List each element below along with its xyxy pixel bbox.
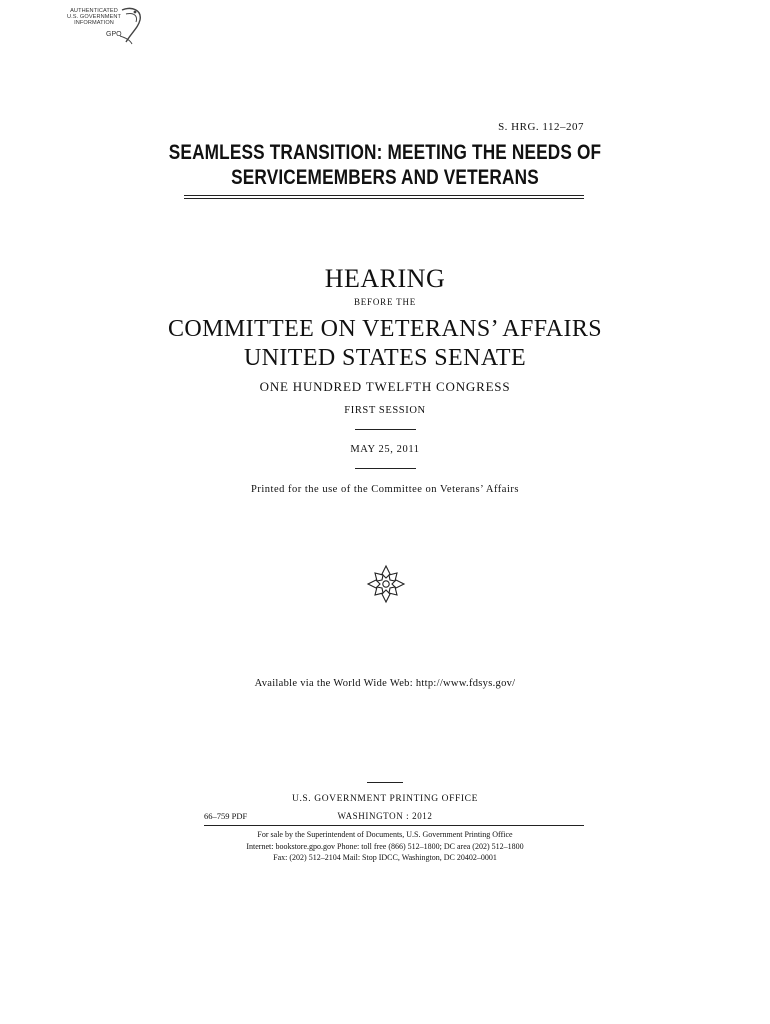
- printed-for-note: Printed for the use of the Committee on Veterans’ Affairs: [251, 484, 519, 495]
- date-divider: [355, 468, 416, 469]
- gpo-authenticated-seal: [62, 4, 146, 48]
- before-the-label: BEFORE THE: [353, 297, 417, 307]
- stock-number: 66–759 PDF: [204, 811, 248, 821]
- sale-info-line-3: Fax: (202) 512–2104 Mail: Stop IDCC, Washington, DC 20402–0001: [273, 853, 497, 862]
- seal-line-government: U.S. GOVERNMENT: [66, 14, 122, 20]
- report-number: S. HRG. 112–207: [498, 121, 584, 133]
- senate-name: UNITED STATES SENATE: [243, 345, 527, 371]
- seal-gpo-mark: GPO: [106, 31, 122, 38]
- sale-info-line-1: For sale by the Superintendent of Documents, U.S. Government Printing Office: [257, 830, 513, 839]
- congress-label: ONE HUNDRED TWELFTH CONGRESS: [259, 379, 511, 394]
- seal-line-information: INFORMATION: [74, 20, 114, 26]
- footer-short-rule: [367, 782, 403, 783]
- session-label: FIRST SESSION: [344, 405, 426, 416]
- footer-rule: [204, 825, 584, 826]
- session-divider: [355, 429, 416, 430]
- title-rule-top: [184, 195, 584, 196]
- eagle-seal-icon: [118, 6, 146, 46]
- printing-office-name: U.S. GOVERNMENT PRINTING OFFICE: [291, 794, 478, 804]
- sale-info-line-2: Internet: bookstore.gpo.gov Phone: toll free (866) 512–1800; DC area (202) 512–1800: [246, 842, 524, 851]
- hearing-label: HEARING: [324, 264, 446, 293]
- title-rule-bottom: [184, 198, 584, 199]
- seal-line-authenticated: AUTHENTICATED: [70, 8, 118, 14]
- hearing-date: MAY 25, 2011: [350, 444, 420, 455]
- gpo-ornament-icon: [366, 564, 406, 604]
- hearing-title-line-1: SEAMLESS TRANSITION: MEETING THE NEEDS OF: [168, 141, 602, 164]
- available-online-note: Available via the World Wide Web: http://www.fdsys.gov/: [254, 678, 516, 689]
- hearing-title-line-2: SERVICEMEMBERS AND VETERANS: [231, 166, 539, 189]
- city-year: WASHINGTON : 2012: [337, 811, 433, 821]
- committee-name: COMMITTEE ON VETERANS’ AFFAIRS: [167, 316, 603, 342]
